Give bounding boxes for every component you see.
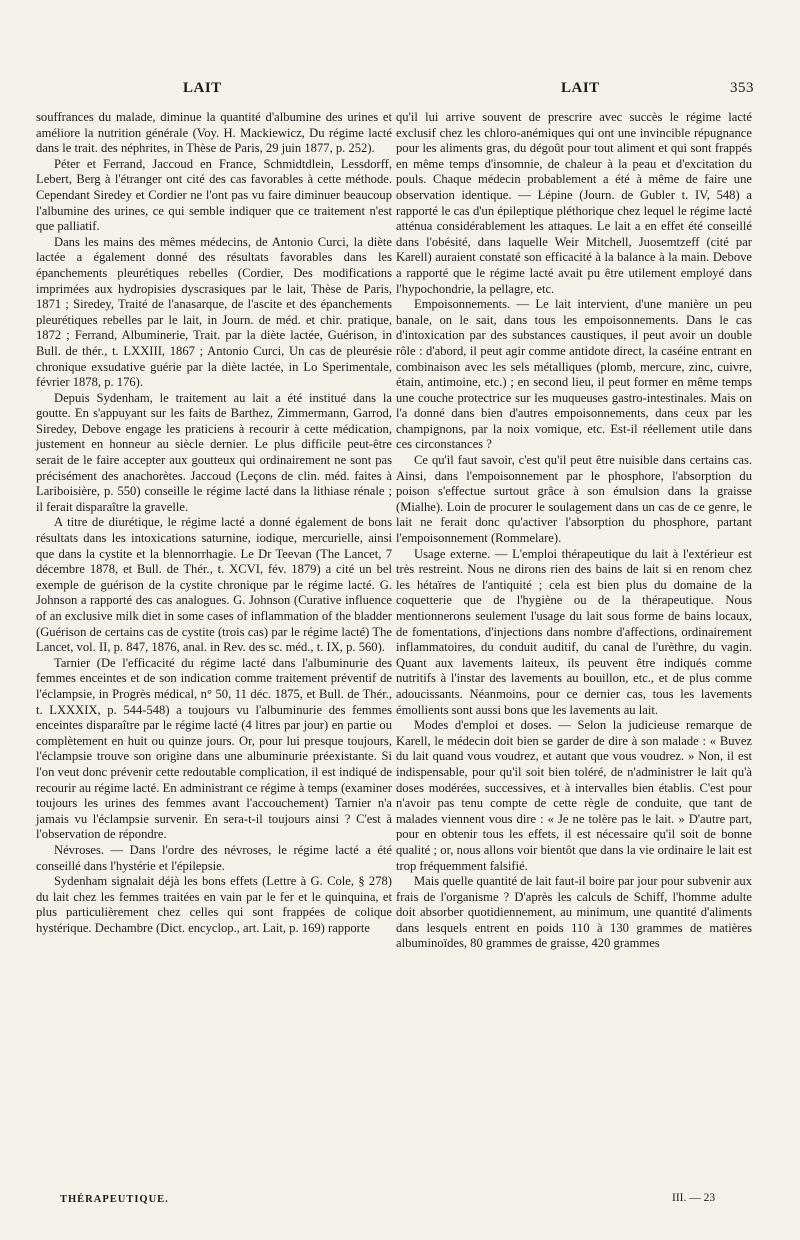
paragraph: Usage externe. — L'emploi thérapeutique du lait à l'extérieur est très restreint. Nous ne dirons rien des bains de lait si en renom chez les hétaïres de l'antiquité ; cela est bien plus du domaine de la coquetterie que de l'hygiène ou de la thérapeutique. Nous mentionnerons seulement l'usage du lait sous forme de bains locaux, de fomentations, d'injections dans nombre d'affections, ordinairement inflammatoires, du conduit auditif, du canal de l'urèthre, du vagin. Quant aux lavements laiteux, ils peuvent être indiqués comme nutritifs à l'instar des lavements au bouillon, etc., et de plus comme adoucissants. Néanmoins, pour ce dernier cas, tous les lavements émollients sont aussi bons que les lavements au lait. [396, 546, 752, 717]
paragraph: Empoisonnements. — Le lait intervient, d'une manière un peu banale, on le sait, dans tous les empoisonnements. Dans le cas d'intoxication par des substances caustiques, il peut avoir un double rôle : d'abord, il peut agir comme antidote direct, la caséine entrant en combinaison avec les sels métalliques (plomb, mercure, zinc, cuivre, étain, antimoine, etc.) ; en second lieu, il peut former en même temps une couche protectrice sur les muqueuses gastro-intestinales. Mais on l'a donné dans bien d'autres empoisonnements, dans ceux par les champignons, par la noix vomique, etc. Est-il réellement utile dans ces circonstances ? [396, 297, 752, 452]
footer-signature: THÉRAPEUTIQUE. [60, 1194, 169, 1205]
page-number: 353 [730, 80, 754, 96]
footer-signature-number: III. — 23 [672, 1192, 716, 1204]
paragraph: qu'il lui arrive souvent de prescrire avec succès le régime lacté exclusif chez les chloro-anémiques qui ont une invincible répugnance pour les aliments gras, du dégoût pour tout aliment et qui sont frappés en même temps d'insomnie, de chaleur à la peau et d'excitation du pouls. Chaque médecin probablement a été à même de faire une observation identique. — Lépine (Journ. de Gubler t. IV, 548) a rapporté le cas d'un épileptique pléthorique chez lequel le régime lacté atténua considérablement les attaques. Le lait a en effet été conseillé dans l'obésité, dans laquelle Weir Mitchell, Juosemtzeff (cité par Karell) auraient constaté son efficacité à la balance à la main. Debove a rapporté que le régime lacté avait pu être utilement employé dans l'hypochondrie, la pellagre, etc. [396, 110, 752, 296]
left-running-title: LAIT [183, 80, 222, 96]
paragraph: Péter et Ferrand, Jaccoud en France, Schmidtdlein, Lessdorff, Lebert, Berg à l'étranger ont cité des cas favorables à cette méthode. Cependant Siredey et Cordier ne l'ont pas vu faire diminuer beaucoup l'albumine des urines, ce qui semble indiquer que ce traitement n'est que palliatif. [36, 156, 392, 234]
paragraph: Depuis Sydenham, le traitement au lait a été institué dans la goutte. En s'appuyant sur les faits de Barthez, Zimmermann, Garrod, Siredey, Debove engage les praticiens à recourir à cette médication, justement en honneur au siècle dernier. Le plus difficile peut-être serait de le faire accepter aux goutteux qui ordinairement ne sont pas précisément des anachorètes. Jaccoud (Leçons de clin. méd. faites à Lariboisière, p. 550) conseille le régime lacté dans la lithiase rénale ; il ferait disparaître la gravelle. [36, 390, 392, 514]
paragraph: Modes d'emploi et doses. — Selon la judicieuse remarque de Karell, le médecin doit bien se garder de dire à son malade : « Buvez du lait quand vous voudrez, et autant que vous voudrez. » Non, il est indispensable, pour qu'il soit bien toléré, de n'administrer le lait qu'à doses modérées, successives, et à intervalles bien établis. C'est pour n'avoir pas tenu compte de cette règle de conduite, que tant de malades viennent vous dire : « Je ne tolère pas le lait. » D'autre part, pour en obtenir tous les effets, il est nécessaire qu'il soit de bonne qualité ; or, nous allons voir bientôt que dans la vie ordinaire le lait est trop fréquemment falsifié. [396, 718, 752, 873]
right-text-column [396, 110, 752, 952]
right-running-title: LAIT [561, 80, 600, 96]
paragraph: A titre de diurétique, le régime lacté a donné également de bons résultats dans les intoxications saturnine, iodique, mercurielle, ainsi que dans la cystite et la blennorrhagie. Le Dr Teevan (The Lancet, 7 décembre 1878, et Bull. de Thér., t. XCVI, fév. 1879) a cité un bel exemple de guérison de la cystite chronique par le régime lacté. G. Johnson a rapporté des cas analogues. G. Johnson (Curative influence of an exclusive milk diet in some cases of inflammation of the bladder (Guérison de certains cas de cystite (trois cas) par le régime lacté) The Lancet, vol. II, p. 847, 1876, anal. in Rev. des sc. méd., t. IX, p. 560). [36, 515, 392, 655]
paragraph: Ce qu'il faut savoir, c'est qu'il peut être nuisible dans certains cas. Ainsi, dans l'empoisonnement par le phosphore, l'absorption du poison s'effectue surtout grâce à son émulsion dans la graisse (Mialhe). Loin de procurer le soulagement dans un cas de ce genre, le lait ne ferait donc qu'activer l'absorption du phosphore, partant l'empoisonnement (Rommelare). [396, 453, 752, 546]
paragraph: Névroses. — Dans l'ordre des névroses, le régime lacté a été conseillé dans l'hystérie et l'épilepsie. [36, 842, 392, 873]
left-text-column [36, 110, 392, 936]
paragraph: Mais quelle quantité de lait faut-il boire par jour pour subvenir aux frais de l'organisme ? D'après les calculs de Schiff, l'homme adulte doit absorber quotidiennement, au minimum, une quantité d'aliments dans lesquels entrent en poids 110 à 130 grammes de matières albuminoïdes, 80 grammes de graisse, 420 grammes [396, 874, 752, 951]
paragraph: Dans les mains des mêmes médecins, de Antonio Curci, la diète lactée a également donné des résultats favorables dans les épanchements pleurétiques rebelles (Cordier, Des modifications imprimées aux hydropisies dyscrasiques par le lait, Thèse de Paris, 1871 ; Siredey, Traité de l'anasarque, de l'ascite et des épanchements pleurétiques rebelles par le lait, in Journ. de méd. et chir. pratique, 1872 ; Ferrand, Albuminerie, Trait. par la diète lactée, Guérison, in Bull. de thér., t. LXXIII, 1867 ; Antonio Curci, Un cas de pleurésie chronique exsudative guérie par la diète lactée, in Lo Sperimentale, février 1878, p. 176). [36, 234, 392, 390]
paragraph: souffrances du malade, diminue la quantité d'albumine des urines et améliore la nutrition générale (Voy. H. Mackiewicz, Du régime lacté dans le trait. des néphrites, in Thèse de Paris, 29 juin 1877, p. 252). [36, 110, 392, 156]
paragraph: Sydenham signalait déjà les bons effets (Lettre à G. Cole, § 278) du lait chez les femmes traitées en vain par le fer et le quinquina, et plus particulièrement chez celles qui sont frappées de colique hystérique. Dechambre (Dict. encyclop., art. Lait, p. 169) rapporte [36, 874, 392, 935]
running-header [0, 80, 800, 100]
paragraph: Tarnier (De l'efficacité du régime lacté dans l'albuminurie des femmes enceintes et de son indication comme traitement préventif de l'éclampsie, in Progrès médical, n° 50, 11 déc. 1875, et Bull. de Thér., t. LXXXIX, p. 544-548) a toujours vu l'albuminurie des femmes enceintes disparaître par le régime lacté (4 litres par jour) en partie ou complètement en huit ou quinze jours. Or, pour lui presque toujours, l'éclampsie trouve son origine dans une albuminurie préexistante. Si l'on veut donc prévenir cette redoutable complication, il est indiqué de recourir au régime lacté. En administrant ce régime à temps (examiner toujours les urines des femmes avant l'accouchement) Tarnier n'a jamais vu l'éclampsie survenir. En sera-t-il toujours ainsi ? C'est à l'observation de répondre. [36, 655, 392, 842]
